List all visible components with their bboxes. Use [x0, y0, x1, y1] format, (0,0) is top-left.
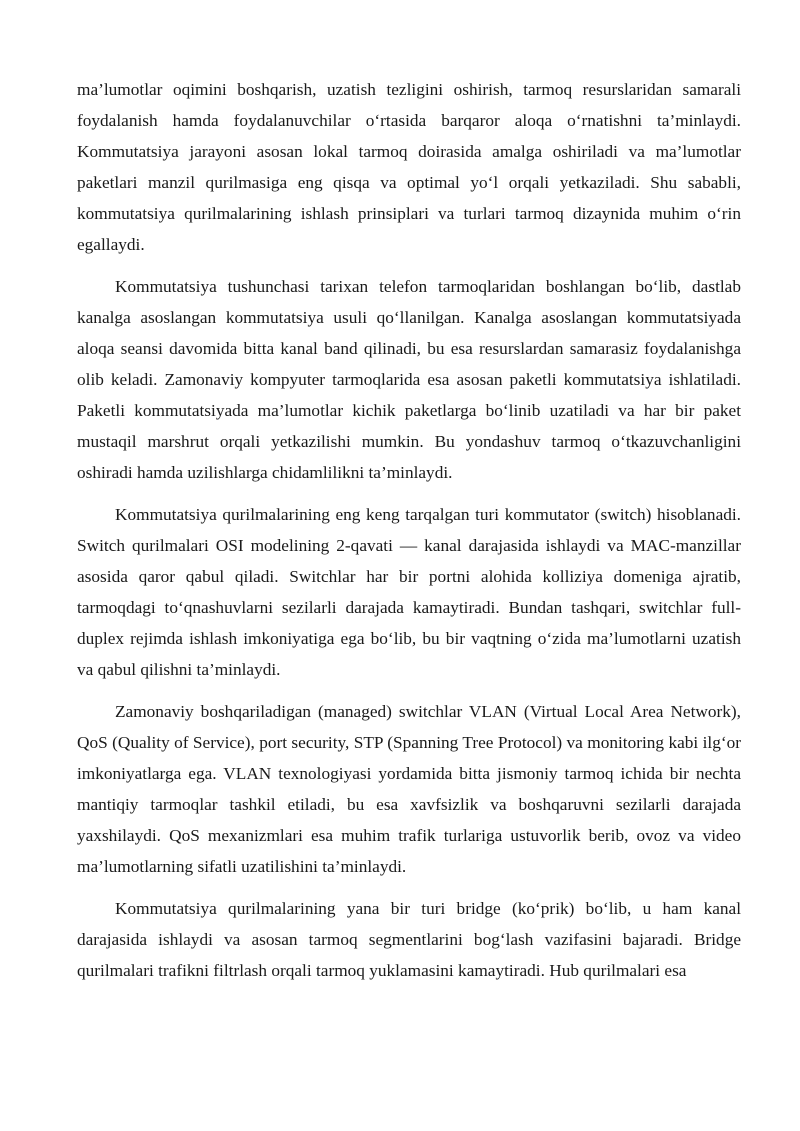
paragraph-continuation: ma’lumotlar oqimini boshqarish, uzatish tezligini oshirish, tarmoq resurslaridan samarali foydalanish hamda foydalanuvchilar o‘rtasida barqaror aloqa o‘rnatishni ta’minlaydi. Kommutatsiya jarayoni asosan lokal tarmoq doirasida amalga oshiriladi va ma’lumotlar paketlari manzil qurilmasiga eng qisqa va optimal yo‘l orqali yetkaziladi. Shu sababli, kommutatsiya qurilmalarining ishlash prinsiplari va turlari tarmoq dizaynida muhim o‘rin egallaydi.	[77, 80, 741, 254]
paragraph-bridge-devices: Kommutatsiya qurilmalarining yana bir turi bridge (ko‘prik) bo‘lib, u ham kanal darajasida ishlaydi va asosan tarmoq segmentlarini bog‘lash vazifasini bajaradi. Bridge qurilmalari trafikni filtrlash orqali tarmoq yuklamasini kamaytiradi. Hub qurilmalari esa	[77, 899, 741, 980]
paragraph-managed-switches: Zamonaviy boshqariladigan (managed) switchlar VLAN (Virtual Local Area Network), QoS (Quality of Service), port security, STP (Spanning Tree Protocol) va monitoring kabi ilg‘or imkoniyatlarga ega. VLAN texnologiyasi yordamida bitta jismoniy tarmoq ichida bir nechta mantiqiy tarmoqlar tashkil etiladi, bu esa xavfsizlik va boshqaruvni sezilarli darajada yaxshilaydi. QoS mexanizmlari esa muhim trafik turlariga ustuvorlik berib, ovoz va video ma’lumotlarning sifatli uzatilishini ta’minlaydi.	[77, 702, 741, 876]
paragraph-switching-history: Kommutatsiya tushunchasi tarixan telefon tarmoqlaridan boshlangan bo‘lib, dastlab kanalga asoslangan kommutatsiya usuli qo‘llanilgan. Kanalga asoslangan kommutatsiyada aloqa seansi davomida bitta kanal band qilinadi, bu esa resurslardan samarasiz foydalanishga olib keladi. Zamonaviy kompyuter tarmoqlarida esa asosan paketli kommutatsiya ishlatiladi. Paketli kommutatsiyada ma’lumotlar kichik paketlarga bo‘linib uzatiladi va har bir paket mustaqil marshrut orqali yetkazilishi mumkin. Bu yondashuv tarmoq o‘tkazuvchanligini oshiradi hamda uzilishlarga chidamlilikni ta’minlaydi.	[77, 277, 741, 482]
document-body	[77, 74, 741, 997]
paragraph-switch-devices: Kommutatsiya qurilmalarining eng keng tarqalgan turi kommutator (switch) hisoblanadi. Switch qurilmalari OSI modelining 2-qavati — kanal darajasida ishlaydi va MAC-manzillar asosida qaror qabul qiladi. Switchlar har bir portni alohida kolliziya domeniga ajratib, tarmoqdagi to‘qnashuvlarni sezilarli darajada kamaytiradi. Bundan tashqari, switchlar full-duplex rejimda ishlash imkoniyatiga ega bo‘lib, bu bir vaqtning o‘zida ma’lumotlarni uzatish va qabul qilishni ta’minlaydi.	[77, 505, 741, 679]
